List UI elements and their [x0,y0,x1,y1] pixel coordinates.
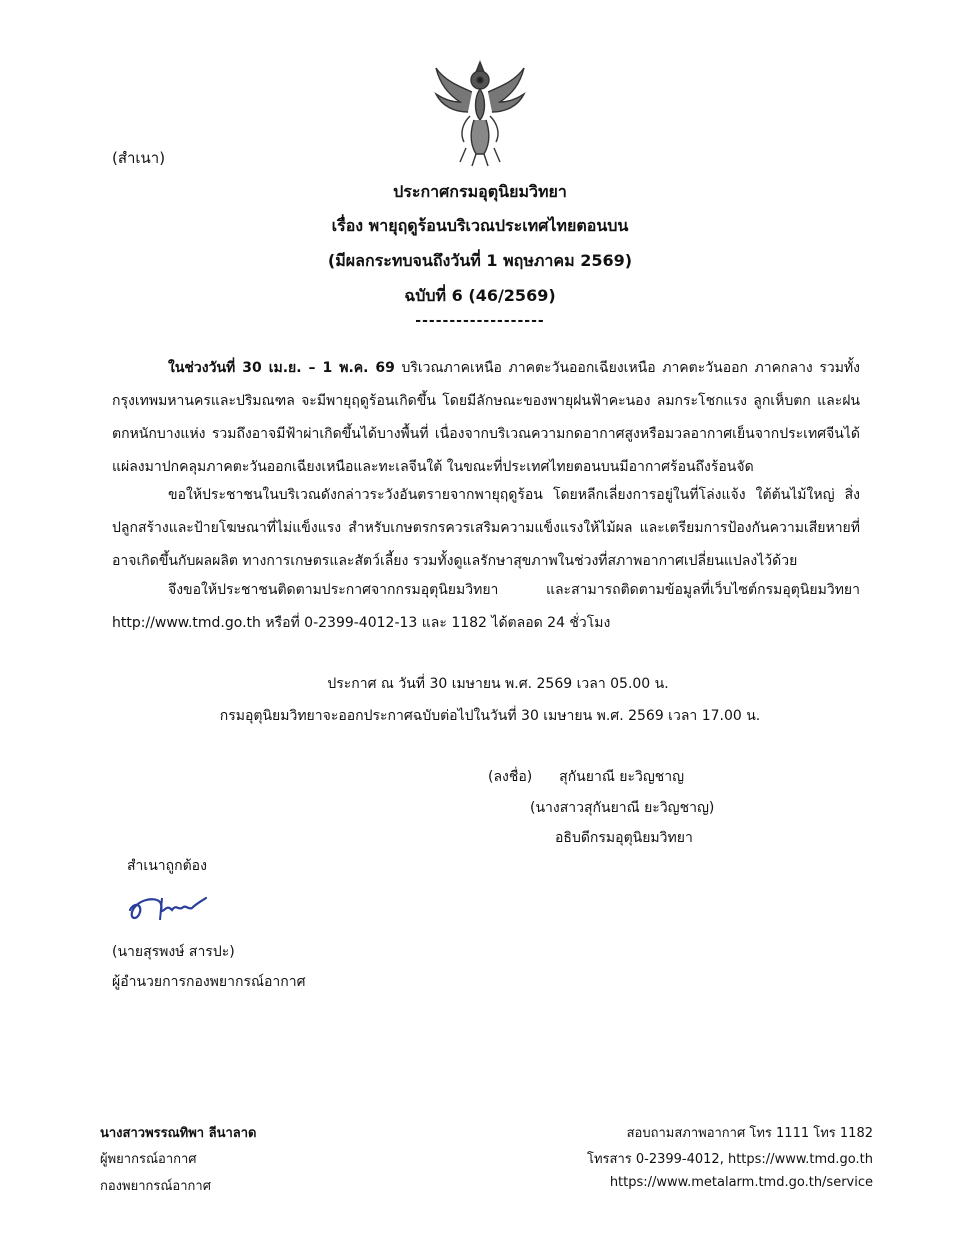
title-divider: ------------------- [415,313,545,329]
signatory-full-name: (นางสาวสุกันยาณี ยะวิญชาญ) [530,800,715,816]
announcement-issuer: ประกาศกรมอุตุนิยมวิทยา [393,182,567,201]
certifier-title: ผู้อำนวยการกองพยากรณ์อากาศ [112,974,306,990]
forecaster-division: กองพยากรณ์อากาศ [100,1179,211,1194]
signature-label: (ลงชื่อ) [488,769,533,785]
next-announcement: กรมอุตุนิยมวิทยาจะออกประกาศฉบับต่อไปในวันที่ 30 เมษายน พ.ศ. 2569 เวลา 17.00 น. [219,708,761,724]
paragraph-forecast [112,352,860,484]
contact-fax-website: โทรสาร 0-2399-4012, https://www.tmd.go.th [587,1152,873,1167]
paragraph-advice: ขอให้ประชาชนในบริเวณดังกล่าวระวังอันตรายจากพายุฤดูร้อน โดยหลีกเลี่ยงการอยู่ในที่โล่งแจ้ง ใต้ต้นไม้ใหญ่ สิ่งปลูกสร้างและป้ายโฆษณาที่ไม่แข็งแรง สำหรับเกษตรกรควรเสริมความแข็งแรงให้ไม้ผล และเตรียมการป้องกันความเสียหายที่อาจเกิดขึ้นกับผลผลิต ทางการเกษตรและสัตว์เลี้ยง รวมทั้งดูแลรักษาสุขภาพในช่วงที่สภาพอากาศเปลี่ยนแปลงไว้ด้วย [112,487,860,569]
certified-copy-label: สำเนาถูกต้อง [127,858,207,874]
forecaster-name: นางสาวพรรณทิพา ลีนาลาด [100,1126,257,1141]
contact-phone: สอบถามสภาพอากาศ โทร 1111 โทร 1182 [626,1126,873,1141]
signature-line [488,766,684,788]
certifier-name: (นายสุรพงษ์ สารปะ) [112,944,235,960]
announcement-date: ประกาศ ณ วันที่ 30 เมษายน พ.ศ. 2569 เวลา 05.00 น. [327,676,669,692]
announcement-number: ฉบับที่ 6 (46/2569) [404,286,556,305]
signature-name: สุกันยาณี ยะวิญชาญ [559,769,685,785]
copy-label: (สำเนา) [112,149,166,167]
signatory-title: อธิบดีกรมอุตุนิยมวิทยา [555,830,693,846]
contact-metalarm-link: https://www.metalarm.tmd.go.th/service [609,1175,873,1190]
announcement-effective: (มีผลกระทบจนถึงวันที่ 1 พฤษภาคม 2569) [327,251,633,270]
paragraph-followup: จึงขอให้ประชาชนติดตามประกาศจากกรมอุตุนิยมวิทยา และสามารถติดตามข้อมูลที่เว็บไซต์กรมอุตุนิยมวิทยา http://www.tmd.go.th หรือที่ 0-2399-4012-13 และ 1182 ได้ตลอด 24 ชั่วโมง [112,582,860,631]
forecaster-role: ผู้พยากรณ์อากาศ [100,1152,197,1167]
forecast-text: บริเวณภาคเหนือ ภาคตะวันออกเฉียงเหนือ ภาคตะวันออก ภาคกลาง รวมทั้งกรุงเทพมหานครและปริมณฑล จะมีพายุฤดูร้อนเกิดขึ้น โดยมีลักษณะของพายุฝนฟ้าคะนอง ลมกระโชกแรง ลูกเห็บตก และฝนตกหนักบางแห่ง รวมถึงอาจมีฟ้าผ่าเกิดขึ้นได้บางพื้นที่ เนื่องจากบริเวณความกดอากาศสูงหรือมวลอากาศเย็นจากประเทศจีนได้แผ่ลงมาปกคลุมภาคตะวันออกเฉียงเหนือและทะเลจีนใต้ ในขณะที่ประเทศไทยตอนบนมีอากาศร้อนถึงร้อนจัด [112,360,860,475]
forecast-period: ในช่วงวันที่ 30 เม.ย. – 1 พ.ค. 69 [168,360,395,376]
handwritten-signature [120,880,220,930]
garuda-emblem-icon [430,58,530,168]
announcement-subject: เรื่อง พายุฤดูร้อนบริเวณประเทศไทยตอนบน [331,216,629,235]
